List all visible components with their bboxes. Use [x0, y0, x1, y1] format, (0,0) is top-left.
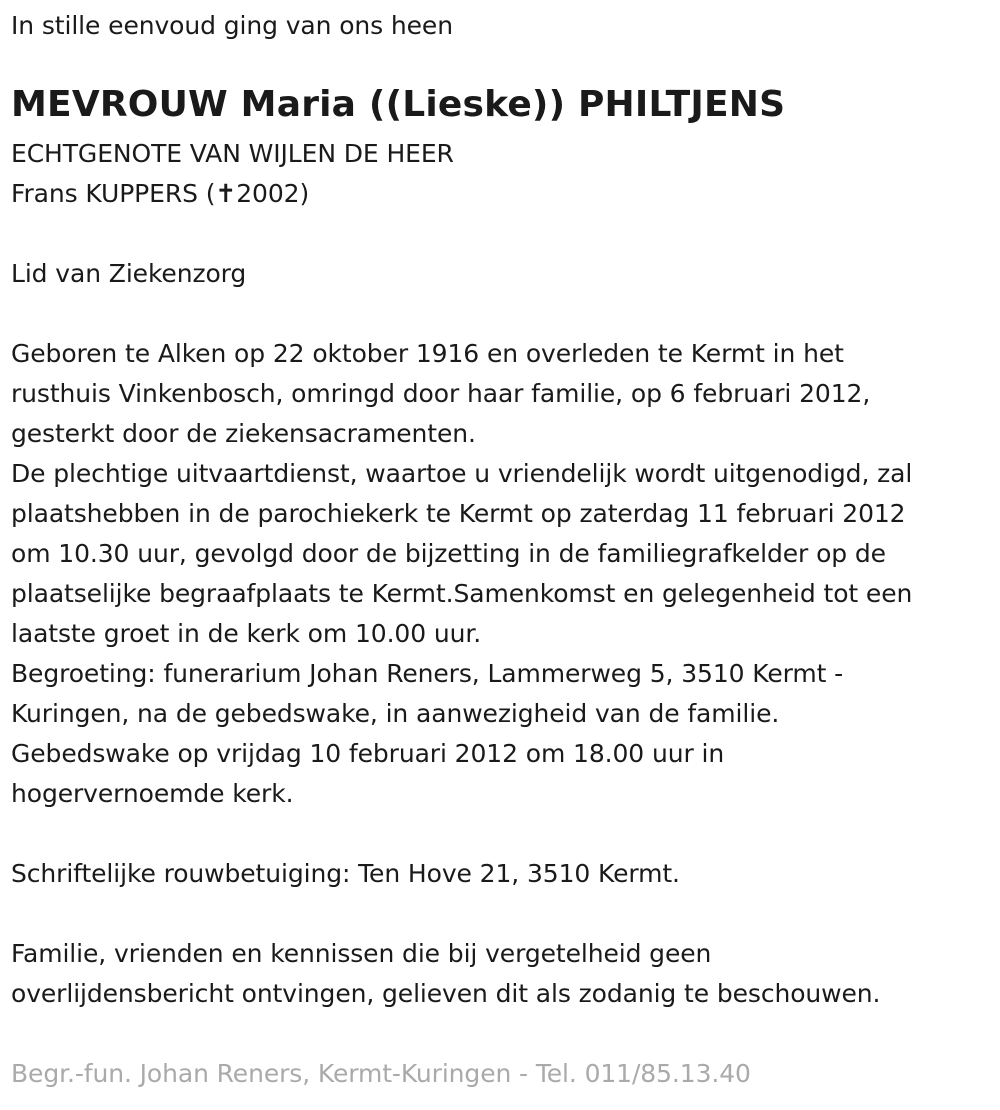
deceased-name: MEVROUW Maria ((Lieske)) PHILTJENS — [11, 84, 786, 125]
announcement-body — [11, 334, 912, 814]
body-line: Begroeting: funerarium Johan Reners, Lammerweg 5, 3510 Kermt - — [11, 659, 844, 688]
body-line: laatste groet in de kerk om 10.00 uur. — [11, 619, 482, 648]
body-line: hogervernoemde kerk. — [11, 779, 294, 808]
condolence-address — [11, 854, 680, 894]
notice — [11, 934, 880, 1014]
spouse-title: ECHTGENOTE VAN WIJLEN DE HEER — [11, 139, 454, 168]
body-line: Geboren te Alken op 22 oktober 1916 en overleden te Kermt in het — [11, 339, 844, 368]
body-line: plaatselijke begraafplaats te Kermt.Samenkomst en gelegenheid tot een — [11, 579, 913, 608]
body-line: plaatshebben in de parochiekerk te Kermt op zaterdag 11 februari 2012 — [11, 499, 906, 528]
body-line: De plechtige uitvaartdienst, waartoe u vriendelijk wordt uitgenodigd, zal — [11, 459, 913, 488]
spouse-name: Frans KUPPERS (✝2002) — [11, 179, 310, 208]
notice-line: overlijdensbericht ontvingen, gelieven dit als zodanig te beschouwen. — [11, 979, 881, 1008]
footer-credit: Begr.-fun. Johan Reners, Kermt-Kuringen - Tel. 011/85.13.40 — [11, 1059, 751, 1088]
spouse-info — [11, 134, 454, 214]
intro-text: In stille eenvoud ging van ons heen — [11, 11, 453, 40]
body-line: rusthuis Vinkenbosch, omringd door haar familie, op 6 februari 2012, — [11, 379, 871, 408]
membership-text: Lid van Ziekenzorg — [11, 259, 247, 288]
footer — [11, 1054, 751, 1094]
condolence-text: Schriftelijke rouwbetuiging: Ten Hove 21, 3510 Kermt. — [11, 859, 680, 888]
body-line: Gebedswake op vrijdag 10 februari 2012 om 18.00 uur in — [11, 739, 725, 768]
body-line: gesterkt door de ziekensacramenten. — [11, 419, 476, 448]
body-line: Kuringen, na de gebedswake, in aanwezigheid van de familie. — [11, 699, 780, 728]
body-line: om 10.30 uur, gevolgd door de bijzetting in de familiegrafkelder op de — [11, 539, 886, 568]
notice-line: Familie, vrienden en kennissen die bij vergetelheid geen — [11, 939, 712, 968]
membership — [11, 254, 246, 294]
